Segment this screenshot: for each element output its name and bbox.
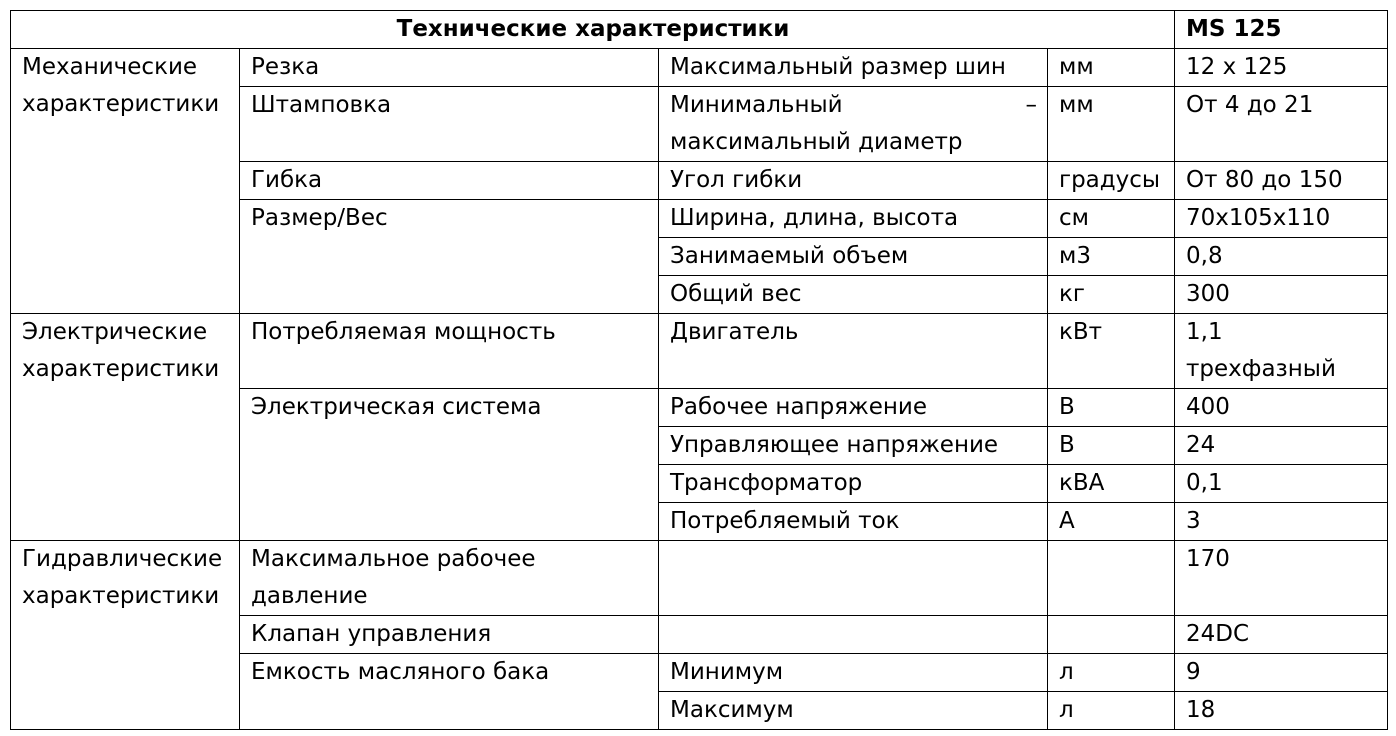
table-row <box>11 49 1388 87</box>
unit-cell: В <box>1048 427 1175 465</box>
value-cell: 70x105x110 <box>1175 200 1388 238</box>
value-cell: 24DC <box>1175 616 1388 654</box>
unit-cell <box>1048 616 1175 654</box>
value-cell: 1,1 трехфазный <box>1175 314 1388 389</box>
param-cell: Занимаемый объем <box>659 238 1048 276</box>
header-row <box>11 11 1388 49</box>
item-punching: Штамповка <box>240 87 659 162</box>
param-line-2: максимальный диаметр <box>670 129 963 155</box>
param-line-1 <box>670 87 1037 124</box>
param-cell: Рабочее напряжение <box>659 389 1048 427</box>
value-cell: 12 x 125 <box>1175 49 1388 87</box>
unit-cell: л <box>1048 692 1175 730</box>
table-row <box>11 314 1388 389</box>
spec-table <box>10 10 1388 730</box>
param-cell: Управляющее напряжение <box>659 427 1048 465</box>
param-cell: Угол гибки <box>659 162 1048 200</box>
value-cell: 400 <box>1175 389 1388 427</box>
param-cell: Двигатель <box>659 314 1048 389</box>
unit-cell: А <box>1048 503 1175 541</box>
table-title: Технические характеристики <box>11 11 1175 49</box>
param-cell <box>659 87 1048 162</box>
param-cell: Минимум <box>659 654 1048 692</box>
item-size-weight: Размер/Вес <box>240 200 659 314</box>
unit-cell: см <box>1048 200 1175 238</box>
value-cell: 0,8 <box>1175 238 1388 276</box>
value-cell: 3 <box>1175 503 1388 541</box>
param-cell: Максимальный размер шин <box>659 49 1048 87</box>
table-row <box>11 541 1388 616</box>
group-mechanical: Механические характеристики <box>11 49 240 314</box>
param-cell <box>659 616 1048 654</box>
unit-cell: мм <box>1048 49 1175 87</box>
item-oil-tank: Емкость масляного бака <box>240 654 659 730</box>
unit-cell: кВт <box>1048 314 1175 389</box>
dash: – <box>1025 92 1037 118</box>
unit-cell: кВА <box>1048 465 1175 503</box>
item-cutting: Резка <box>240 49 659 87</box>
model-name: MS 125 <box>1175 11 1388 49</box>
value-cell: От 4 до 21 <box>1175 87 1388 162</box>
unit-cell <box>1048 541 1175 616</box>
param-cell: Максимум <box>659 692 1048 730</box>
value-cell: 9 <box>1175 654 1388 692</box>
unit-cell: В <box>1048 389 1175 427</box>
param-cell <box>659 541 1048 616</box>
group-electrical: Электрические характеристики <box>11 314 240 541</box>
item-max-pressure: Максимальное рабочее давление <box>240 541 659 616</box>
unit-cell: м3 <box>1048 238 1175 276</box>
param-cell: Потребляемый ток <box>659 503 1048 541</box>
group-hydraulic: Гидравлические характеристики <box>11 541 240 730</box>
value-cell: 18 <box>1175 692 1388 730</box>
param-cell: Ширина, длина, высота <box>659 200 1048 238</box>
item-electrical-system: Электрическая система <box>240 389 659 541</box>
item-control-valve: Клапан управления <box>240 616 659 654</box>
value-cell: От 80 до 150 <box>1175 162 1388 200</box>
unit-cell: градусы <box>1048 162 1175 200</box>
unit-cell: кг <box>1048 276 1175 314</box>
item-power: Потребляемая мощность <box>240 314 659 389</box>
unit-cell: л <box>1048 654 1175 692</box>
value-cell: 300 <box>1175 276 1388 314</box>
param-cell: Общий вес <box>659 276 1048 314</box>
value-cell: 24 <box>1175 427 1388 465</box>
unit-cell: мм <box>1048 87 1175 162</box>
value-cell: 0,1 <box>1175 465 1388 503</box>
item-bending: Гибка <box>240 162 659 200</box>
param-text: Минимальный <box>670 92 843 118</box>
value-cell: 170 <box>1175 541 1388 616</box>
param-cell: Трансформатор <box>659 465 1048 503</box>
